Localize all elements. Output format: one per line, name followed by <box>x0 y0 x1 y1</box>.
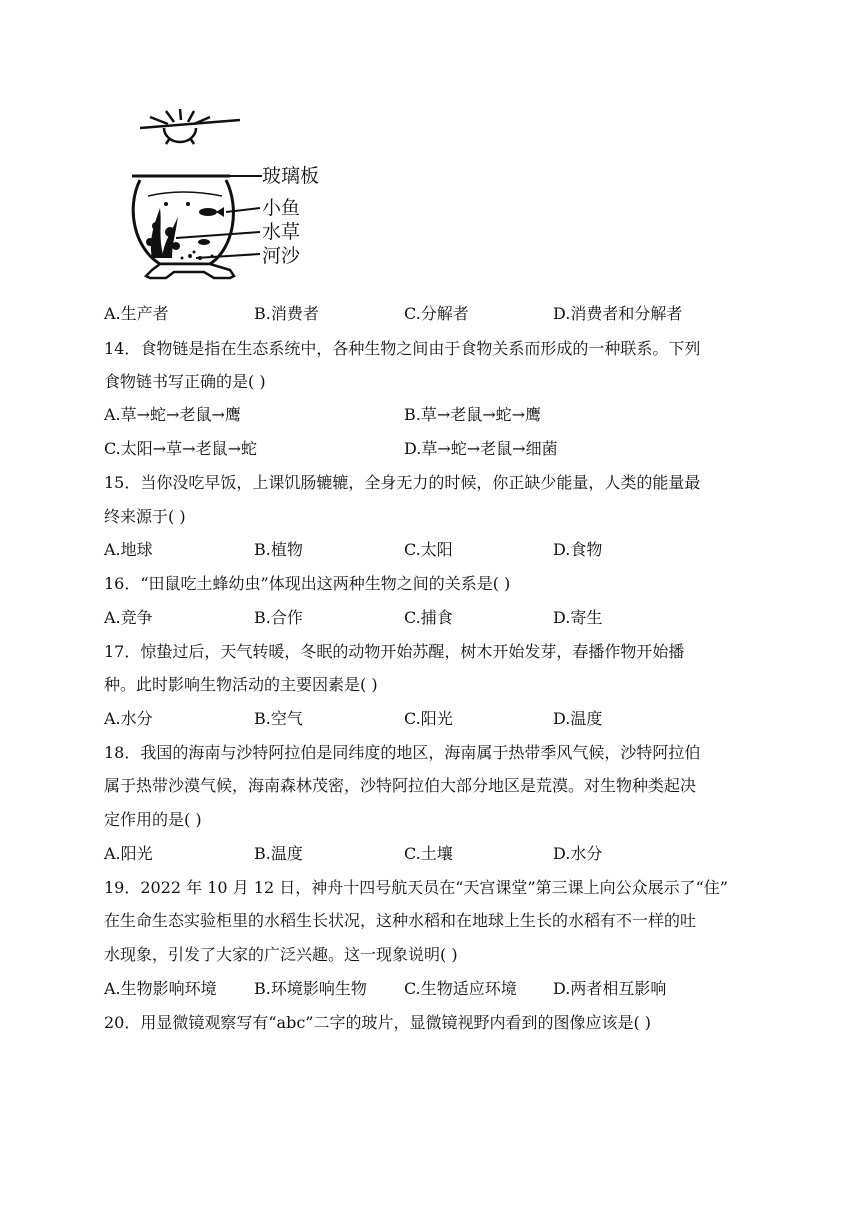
q17-stem-line1: 17．惊蛰过后，天气转暖，冬眠的动物开始苏醒，树木开始发芽，春播作物开始播 <box>104 642 685 661</box>
label-small-fish: 小鱼 <box>262 197 301 219</box>
q19-option-b[interactable]: B.环境影响生物 <box>254 979 367 998</box>
label-glass-plate: 玻璃板 <box>262 165 320 187</box>
q19-stem-line3: 水现象，引发了大家的广泛兴趣。这一现象说明( ) <box>104 945 458 964</box>
q18-option-d[interactable]: D.水分 <box>553 844 603 863</box>
q19-option-c[interactable]: C.生物适应环境 <box>404 979 517 998</box>
q15-stem-line2: 终来源于( ) <box>104 507 186 526</box>
q17-option-c[interactable]: C.阳光 <box>404 709 453 728</box>
q15-option-b[interactable]: B.植物 <box>254 540 303 559</box>
label-river-sand: 河沙 <box>262 245 301 267</box>
q16-option-a[interactable]: A.竞争 <box>104 608 153 627</box>
q17-option-d[interactable]: D.温度 <box>553 709 603 728</box>
q18-option-a[interactable]: A.阳光 <box>104 844 153 863</box>
q16-stem-line1: 16．“田鼠吃土蜂幼虫”体现出这两种生物之间的关系是( ) <box>104 574 511 593</box>
q17-option-a[interactable]: A.水分 <box>104 709 153 728</box>
q13-option-a[interactable]: A.生产者 <box>104 304 169 323</box>
q19-option-a[interactable]: A.生物影响环境 <box>104 979 217 998</box>
q14-stem-line2: 食物链书写正确的是( ) <box>104 372 266 391</box>
q13-option-d[interactable]: D.消费者和分解者 <box>553 304 683 323</box>
jar-stand <box>146 264 234 278</box>
q19-stem-line2: 在生命生态实验柜里的水稻生长状况，这种水稻和在地球上生长的水稻有不一样的吐 <box>104 911 697 930</box>
water-plant <box>146 208 180 258</box>
q15-stem-line1: 15．当你没吃早饭，上课饥肠辘辘，全身无力的时候，你正缺少能量，人类的能量最 <box>104 473 701 492</box>
q14-option-c[interactable]: C.太阳→草→老鼠→蛇 <box>104 439 257 458</box>
q18-option-c[interactable]: C.土壤 <box>404 844 453 863</box>
q15-option-a[interactable]: A.地球 <box>104 540 153 559</box>
label-water-plant: 水草 <box>262 221 301 243</box>
q14-stem-line1: 14．食物链是指在生态系统中，各种生物之间由于食物关系而形成的一种联系。下列 <box>104 339 701 358</box>
ecosystem-jar-figure <box>130 108 340 288</box>
q15-option-d[interactable]: D.食物 <box>553 540 603 559</box>
q13-option-c[interactable]: C.分解者 <box>404 304 469 323</box>
q19-option-d[interactable]: D.两者相互影响 <box>553 979 667 998</box>
q18-stem-line2: 属于热带沙漠气候，海南森林茂密，沙特阿拉伯大部分地区是荒漠。对生物种类起决 <box>104 776 697 795</box>
q18-stem-line1: 18．我国的海南与沙特阿拉伯是同纬度的地区，海南属于热带季风气候，沙特阿拉伯 <box>104 743 701 762</box>
q20-stem-line1: 20．用显微镜观察写有“abc”二字的玻片，显微镜视野内看到的图像应该是( ) <box>104 1013 652 1032</box>
q16-option-c[interactable]: C.捕食 <box>404 608 453 627</box>
q15-option-c[interactable]: C.太阳 <box>404 540 453 559</box>
q18-option-b[interactable]: B.温度 <box>254 844 303 863</box>
sun-icon <box>140 109 240 144</box>
q14-option-a[interactable]: A.草→蛇→老鼠→鹰 <box>104 405 241 424</box>
q16-option-d[interactable]: D.寄生 <box>553 608 603 627</box>
q14-option-b[interactable]: B.草→老鼠→蛇→鹰 <box>404 405 542 424</box>
q17-option-b[interactable]: B.空气 <box>254 709 303 728</box>
q13-option-b[interactable]: B.消费者 <box>254 304 319 323</box>
q18-stem-line3: 定作用的是( ) <box>104 810 202 829</box>
q16-option-b[interactable]: B.合作 <box>254 608 303 627</box>
q19-stem-line1: 19．2022 年 10 月 12 日，神舟十四号航天员在“天宫课堂”第三课上向公众展示了“住” <box>104 878 728 897</box>
fish-tank <box>133 180 233 264</box>
q17-stem-line2: 种。此时影响生物活动的主要因素是( ) <box>104 675 378 694</box>
q14-option-d[interactable]: D.草→蛇→老鼠→细菌 <box>404 439 558 458</box>
